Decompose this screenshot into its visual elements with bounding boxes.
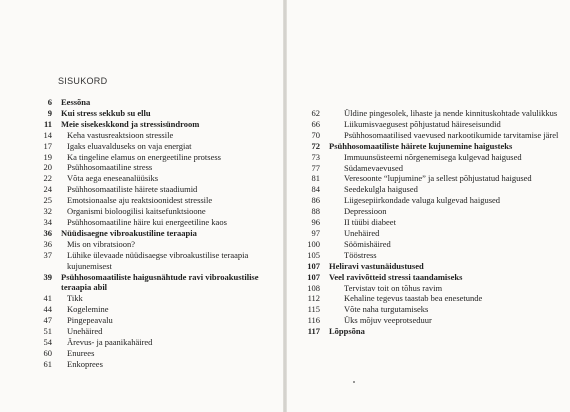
toc-section-entry	[300, 108, 560, 119]
toc-section-entry	[22, 141, 277, 152]
toc-page-number: 112	[307, 293, 320, 304]
toc-entry-title: Psühhosomaatilised vaevused narkootikumide tarvitamise järel	[344, 129, 559, 140]
toc-page-number: 14	[43, 129, 52, 140]
toc-entry-title: Lühike ülevaade nüüdisaegse vibroakustilise teraapia kujunemisest	[67, 249, 249, 271]
toc-page-number: 20	[43, 162, 52, 173]
toc-page-number: 73	[311, 151, 320, 162]
toc-entry-title: Kehaline tegevus taastab bea enesetunde	[344, 293, 483, 304]
toc-section-entry	[300, 163, 560, 174]
toc-page-number: 100	[307, 238, 320, 249]
toc-section-entry	[22, 337, 277, 348]
toc-page-number: 24	[43, 184, 52, 195]
toc-section-entry	[22, 293, 277, 304]
toc-page-number: 117	[307, 326, 320, 337]
toc-chapter-entry	[22, 119, 277, 130]
toc-page-number: 47	[43, 315, 52, 326]
toc-section-entry	[22, 359, 277, 370]
toc-page-number: 6	[47, 97, 52, 107]
toc-entry-title: Unehäired	[67, 326, 103, 337]
toc-entry-title: Tikk	[67, 293, 83, 304]
toc-right-column	[300, 108, 560, 337]
toc-section-entry	[300, 184, 560, 195]
toc-page-number: 72	[311, 140, 320, 151]
toc-entry-title: Üldine pingesolek, lihaste ja nende kinnituskohtade valulikkus	[344, 108, 558, 118]
toc-page-number: 54	[43, 336, 52, 347]
toc-entry-title: Söömishäired	[344, 238, 391, 249]
toc-entry-title: Pingepeavalu	[67, 315, 113, 326]
toc-page-number: 61	[43, 358, 52, 369]
toc-page-number: 108	[307, 282, 320, 293]
toc-entry-title: Depressioon	[344, 206, 387, 217]
toc-entry-title: Keha vastusreaktsioon stressile	[67, 129, 174, 140]
toc-page-number: 107	[307, 260, 320, 271]
page-speck	[353, 381, 355, 383]
toc-section-entry	[300, 217, 560, 228]
toc-section-entry	[22, 315, 277, 326]
toc-entry-title: Liigesepiirkondade valuga kulgevad haigused	[344, 195, 501, 206]
toc-section-entry	[300, 315, 560, 326]
toc-entry-title: Heliravi vastunäidustused	[329, 260, 424, 271]
toc-section-entry	[22, 217, 277, 228]
toc-section-entry	[300, 195, 560, 206]
toc-heading: SISUKORD	[58, 76, 108, 86]
toc-section-entry	[22, 152, 277, 163]
toc-section-entry	[300, 228, 560, 239]
toc-section-entry	[22, 195, 277, 206]
toc-page-number: 96	[311, 217, 320, 228]
toc-entry-title: Enkoprees	[67, 358, 103, 369]
toc-section-entry	[22, 239, 277, 250]
toc-page-number: 34	[43, 216, 52, 227]
toc-page-number: 86	[311, 195, 320, 206]
toc-entry-title: Psühhosomaatiline häire kui energeetiline kaos	[67, 216, 227, 227]
toc-section-entry	[300, 239, 560, 250]
toc-section-entry	[300, 283, 560, 294]
toc-entry-title: Emotsionaalse aju reaktsioonidest stressile	[67, 195, 213, 206]
toc-page-number: 39	[43, 271, 52, 282]
toc-page-number: 11	[43, 118, 52, 129]
toc-section-entry	[300, 250, 560, 261]
toc-entry-title: Igaks eluavalduseks on vaja energiat	[67, 140, 192, 151]
toc-page-number: 32	[43, 206, 52, 217]
toc-entry-title: Immuunsüsteemi nõrgenemisega kulgevad haigused	[344, 151, 522, 162]
toc-section-entry	[300, 293, 560, 304]
toc-page-number: 88	[311, 206, 320, 217]
toc-entry-title: II tüübi diabeet	[344, 217, 396, 228]
toc-chapter-entry	[22, 228, 277, 239]
toc-entry-title: Liikumisvaegusest põhjustatud häireseisundid	[344, 118, 501, 129]
toc-entry-title: Eessõna	[61, 97, 91, 107]
toc-entry-title: Psühhosomaatiliste häirete kujunemine haigusteks	[329, 140, 513, 151]
toc-entry-title: Seedekulgla haigused	[344, 184, 418, 195]
book-gutter	[283, 0, 287, 412]
toc-page-number: 81	[311, 173, 320, 184]
toc-entry-title: Psühhosomaatiliste häirete staadiumid	[67, 184, 198, 195]
toc-entry-title: Ka tingeline elamus on energeetiline protsess	[67, 151, 221, 162]
toc-entry-title: Tervistav toit on tõhus ravim	[344, 282, 443, 293]
toc-section-entry	[22, 348, 277, 359]
toc-page-number: 17	[43, 140, 52, 151]
toc-entry-title: Unehäired	[344, 227, 380, 238]
toc-page-number: 36	[43, 238, 52, 249]
toc-entry-title: Lõppsõna	[329, 326, 365, 337]
toc-page-number: 44	[43, 304, 52, 315]
toc-section-entry	[300, 304, 560, 315]
toc-left-column	[22, 97, 277, 370]
toc-entry-title: Südamevaevused	[344, 162, 404, 173]
toc-page-number: 62	[311, 108, 320, 118]
toc-section-entry	[22, 304, 277, 315]
toc-page-number: 37	[43, 249, 52, 260]
toc-chapter-entry	[300, 272, 560, 283]
toc-page-number: 36	[43, 227, 52, 238]
toc-section-entry	[22, 130, 277, 141]
toc-page-number: 19	[43, 151, 52, 162]
toc-chapter-entry	[22, 97, 277, 108]
toc-section-entry	[22, 250, 277, 272]
toc-entry-title: Nüüdisaegne vibroakustiline teraapia	[61, 227, 197, 238]
toc-section-entry	[300, 130, 560, 141]
toc-entry-title: Organismi bioloogilisi kaitsefunktsioone	[67, 206, 206, 217]
toc-entry-title: Ärevus- ja paanikahäired	[67, 336, 153, 347]
toc-entry-title: Tööstress	[344, 249, 377, 260]
toc-page-number: 97	[311, 227, 320, 238]
toc-page-number: 84	[311, 184, 320, 195]
toc-section-entry	[300, 152, 560, 163]
toc-page-number: 9	[47, 107, 52, 118]
toc-page-number: 116	[307, 315, 320, 326]
toc-entry-title: Kogelemine	[67, 304, 109, 315]
toc-chapter-entry	[300, 261, 560, 272]
toc-section-entry	[22, 173, 277, 184]
toc-section-entry	[300, 173, 560, 184]
toc-page-number: 51	[43, 326, 52, 337]
toc-entry-title: Üks mõjuv veeprotseduur	[344, 315, 432, 326]
toc-section-entry	[22, 162, 277, 173]
toc-entry-title: Võta aega eneseanalüüsiks	[67, 173, 159, 184]
toc-page-number: 107	[307, 271, 320, 282]
toc-page-number: 25	[43, 195, 52, 206]
toc-entry-title: Veel ravivõtteid stressi taandamiseks	[329, 271, 463, 282]
toc-entry-title: Psühhosomaatiline stress	[67, 162, 153, 173]
toc-entry-title: Kui stress sekkub su ellu	[61, 107, 151, 118]
toc-entry-title: Psühhosomaatiliste haigusnähtude ravi vibroakustilise teraapia abil	[61, 271, 259, 293]
toc-section-entry	[22, 206, 277, 217]
toc-section-entry	[22, 184, 277, 195]
toc-section-entry	[300, 206, 560, 217]
toc-page-number: 66	[311, 118, 320, 129]
toc-page-number: 22	[43, 173, 52, 184]
toc-entry-title: Mis on vibratsioon?	[67, 238, 135, 249]
toc-page-number: 115	[307, 304, 320, 315]
toc-chapter-entry	[300, 141, 560, 152]
toc-chapter-entry	[22, 108, 277, 119]
toc-page-number: 105	[307, 249, 320, 260]
toc-section-entry	[300, 119, 560, 130]
toc-chapter-entry	[22, 272, 277, 294]
toc-page-number: 70	[311, 129, 320, 140]
toc-page-number: 60	[43, 347, 52, 358]
toc-section-entry	[22, 326, 277, 337]
toc-entry-title: Enurees	[67, 347, 95, 358]
toc-entry-title: Võte naha turgutamiseks	[344, 304, 429, 315]
toc-page-number: 41	[43, 293, 52, 304]
toc-entry-title: Veresoonte “lupjumine” ja sellest põhjustatud haigused	[344, 173, 532, 184]
toc-chapter-entry	[300, 326, 560, 337]
toc-page-number: 77	[311, 162, 320, 173]
toc-entry-title: Meie sisekeskkond ja stressisündroom	[61, 118, 200, 129]
